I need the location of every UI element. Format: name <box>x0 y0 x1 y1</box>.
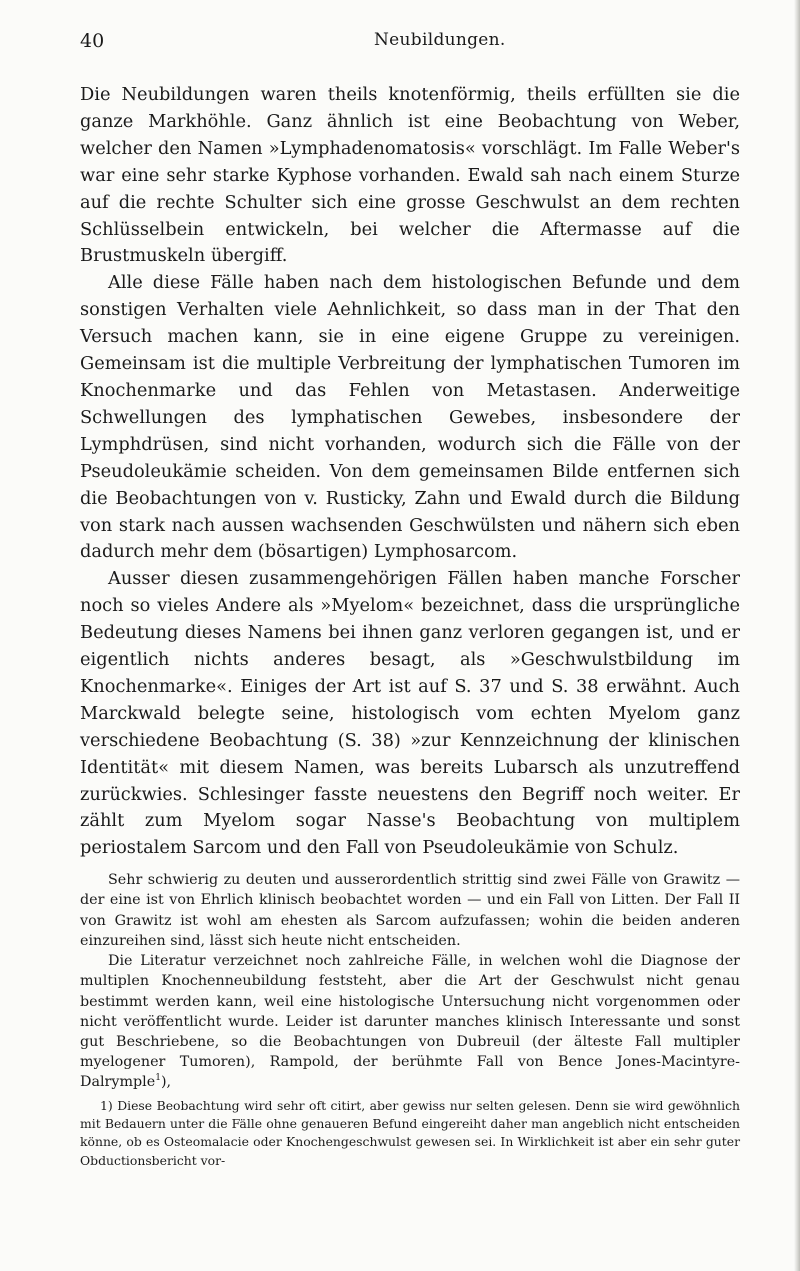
paragraph: Alle diese Fälle haben nach dem histologischen Befunde und dem sonstigen Verhalten viele Aehnlichkeit, so dass man in der That den Versuch machen kann, sie in eine eigene Gruppe zu vereinigen. Gemeinsam ist die multiple Verbreitung der lymphatischen Tumoren im Knochenmarke und das Fehlen von Metastasen. Anderweitige Schwellungen des lymphatischen Gewebes, insbesondere der Lymphdrüsen, sind nicht vorhanden, wodurch sich die Fälle von der Pseudoleukämie scheiden. Von dem gemeinsamen Bilde entfernen sich die Beobachtungen von v. Rusticky, Zahn und Ewald durch die Bildung von stark nach aussen wachsenden Geschwülsten und nähern sich eben dadurch mehr dem (bösartigen) Lymphosarcom. <box>80 272 740 563</box>
small-print-section <box>80 870 740 1092</box>
footnote-marker: 1) <box>100 1097 113 1113</box>
footnote <box>80 1097 740 1171</box>
small-paragraph-text: Die Literatur verzeichnet noch zahlreiche Fälle, in welchen wohl die Diagnose der multiplen Knochenneubildung feststeht, aber die Art der Geschwulst nicht genau bestimmt werden kann, weil eine histologische Untersuchung nicht vorgenommen oder nicht veröffentlicht wurde. Leider ist darunter manches klinisch Interessante und sonst gut Beschriebene, so die Beobachtungen von Dubreuil (der älteste Fall multipler myelogener Tumoren), Rampold, der berühmte Fall von Bence Jones-Macintyre-Dalrymple <box>80 953 740 1091</box>
footnote-reference[interactable]: 1 <box>155 1073 161 1084</box>
footnote-text: Diese Beobachtung wird sehr oft citirt, aber gewiss nur selten gelesen. Denn sie wird gewöhnlich mit Bedauern unter die Fälle ohne genaueren Befund eingereiht daher man angeblich nicht entscheiden könne, ob es Osteomalacie oder Knochengeschwulst gewesen sei. In Wirklichkeit ist aber ein sehr guter Obductionsbericht vor- <box>80 1097 740 1168</box>
page-edge-shadow <box>794 0 800 1271</box>
footnote-text-line <box>80 1097 740 1171</box>
small-paragraph <box>80 951 740 1092</box>
text-block <box>80 82 740 1170</box>
small-paragraph: Sehr schwierig zu deuten und ausserordentlich strittig sind zwei Fälle von Grawitz — der eine ist von Ehrlich klinisch beobachtet worden — und ein Fall von Litten. Der Fall II von Grawitz ist wohl am ehesten als Sarcom aufzufassen; wohin die beiden anderen einzureihen sind, lässt sich heute nicht entscheiden. <box>80 872 740 949</box>
main-text <box>80 82 740 862</box>
paragraph: Die Neubildungen waren theils knotenförmig, theils erfüllten sie die ganze Markhöhle. Ganz ähnlich ist eine Beobachtung von Weber, welcher den Namen »Lymphadenomatosis« vorschlägt. Im Falle Weber's war eine sehr starke Kyphose vorhanden. Ewald sah nach einem Sturze auf die rechte Schulter sich eine grosse Geschwulst an dem rechten Schlüsselbein entwickeln, bei welcher die Aftermasse auf die Brustmuskeln übergiff. <box>80 84 740 267</box>
small-paragraph-end: ), <box>160 1074 172 1091</box>
page-number: 40 <box>80 30 105 52</box>
running-title: Neubildungen. <box>374 30 506 50</box>
paragraph: Ausser diesen zusammengehörigen Fällen haben manche Forscher noch so vieles Andere als »Myelom« bezeichnet, dass die ursprüngliche Bedeutung dieses Namens bei ihnen ganz verloren gegangen ist, und er eigentlich nichts anderes besagt, als »Geschwulstbildung im Knochenmarke«. Einiges der Art ist auf S. 37 und S. 38 erwähnt. Auch Marckwald belegte seine, histologisch vom echten Myelom ganz verschiedene Beobachtung (S. 38) »zur Kennzeichnung der klinischen Identität« mit diesem Namen, was bereits Lubarsch als unzutreffend zurückwies. Schlesinger fasste neuestens den Begriff noch weiter. Er zählt zum Myelom sogar Nasse's Beobachtung von multiplem periostalem Sarcom und den Fall von Pseudoleukämie von Schulz. <box>80 568 740 859</box>
page-header <box>80 30 740 56</box>
